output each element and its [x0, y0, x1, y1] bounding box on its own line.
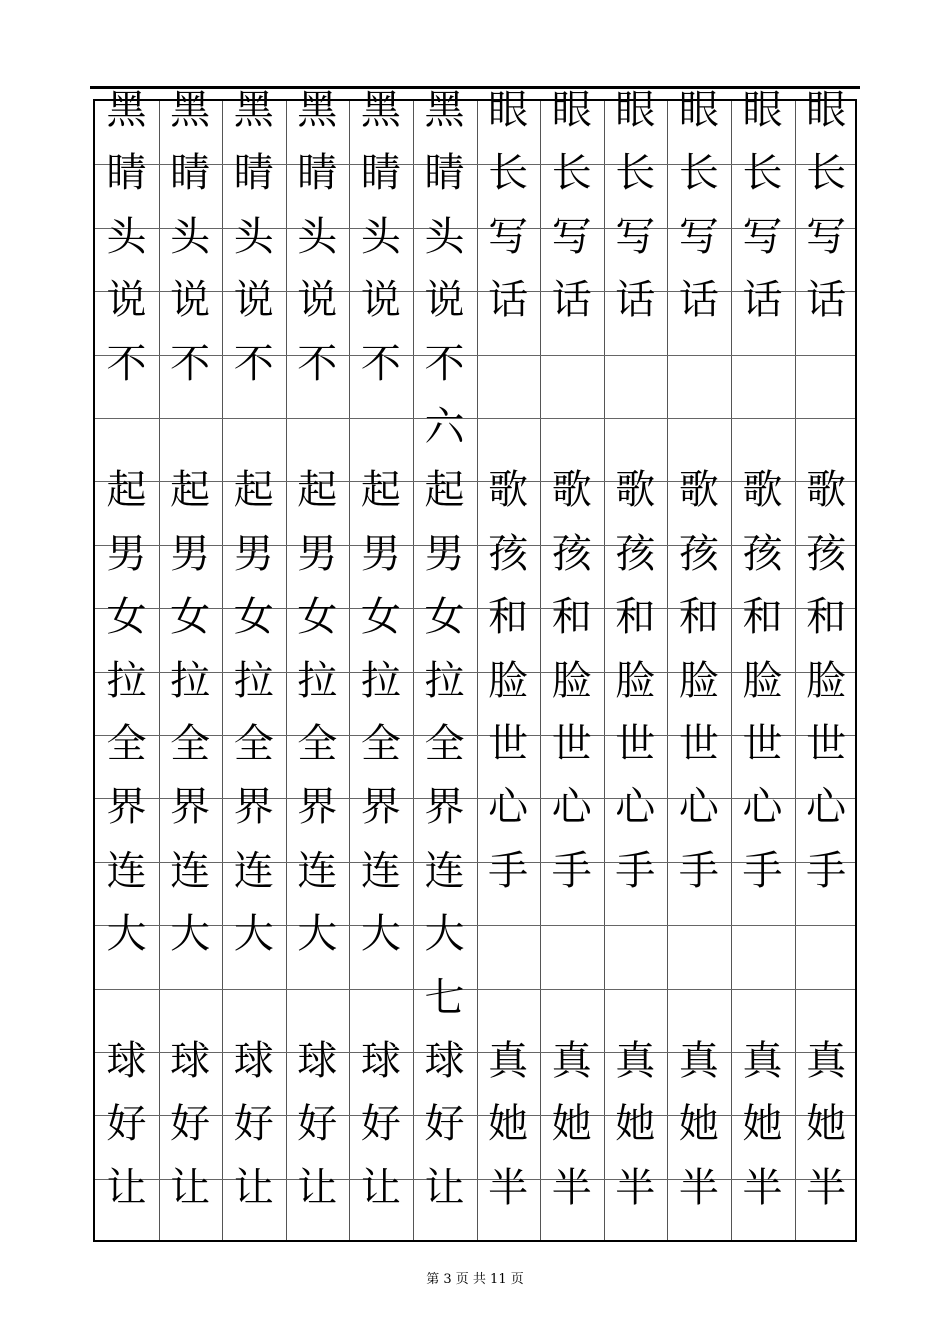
grid-cell: 睛: [360, 150, 401, 197]
grid-cell: 长: [615, 150, 656, 197]
grid-cell: 起: [360, 467, 401, 514]
grid-cell: 说: [233, 277, 274, 324]
grid-cell: 说: [424, 277, 465, 324]
grid-cell: 脸: [678, 657, 719, 704]
grid-cell: 界: [360, 784, 401, 831]
grid-cell: 球: [233, 1038, 274, 1084]
grid-cell: 让: [360, 1164, 401, 1211]
grid-cell: 半: [742, 1164, 783, 1211]
grid-cell: 女: [106, 594, 147, 641]
grid-cell: 话: [678, 277, 719, 324]
grid-cell: 球: [424, 1038, 465, 1084]
grid-cell: 球: [106, 1038, 147, 1084]
grid-cell: 拉: [233, 657, 274, 704]
grid-cell: 连: [233, 847, 274, 894]
grid-cell: 她: [742, 1101, 783, 1148]
grid-cell: 大: [360, 911, 401, 958]
grid-cell: 真: [806, 1038, 847, 1084]
grid-cell: 脸: [806, 657, 847, 704]
grid-cell: 她: [488, 1101, 529, 1148]
grid-cell: 男: [233, 530, 274, 577]
grid-cell: 孩: [742, 530, 783, 577]
grid-cell: [477, 975, 540, 1038]
grid-cell: 脸: [488, 657, 529, 704]
grid-cell: 睛: [106, 150, 147, 197]
grid-cell: 心: [551, 784, 592, 831]
grid-cell: 眼: [806, 87, 847, 133]
grid-cell: 说: [106, 277, 147, 324]
grid-cell: 起: [424, 467, 465, 514]
grid-cell: 头: [297, 213, 338, 260]
grid-cell: 脸: [742, 657, 783, 704]
grid-cell: 男: [170, 530, 211, 577]
grid-cell: [731, 404, 794, 467]
grid-cell: 写: [742, 213, 783, 260]
grid-cell: 黑: [297, 87, 338, 133]
grid-cell: 说: [360, 277, 401, 324]
grid-cell: 界: [233, 784, 274, 831]
grid-cell: 让: [106, 1164, 147, 1211]
grid-cell: [540, 975, 603, 1038]
grid-cell: [286, 975, 349, 1038]
grid-cell: 半: [615, 1164, 656, 1211]
grid-cell: [667, 911, 730, 974]
grid-cell: 半: [806, 1164, 847, 1211]
grid-cell: 界: [297, 784, 338, 831]
grid-cell: 世: [806, 721, 847, 767]
grid-cell: 和: [806, 594, 847, 641]
grid-cell: 全: [233, 721, 274, 767]
grid-cell: 她: [806, 1101, 847, 1148]
grid-cell: 脸: [551, 657, 592, 704]
grid-cell: 长: [551, 150, 592, 197]
grid-cell: 世: [551, 721, 592, 767]
grid-cell: 写: [615, 213, 656, 260]
grid-cell: 拉: [170, 657, 211, 704]
grid-cell: 话: [806, 277, 847, 324]
grid-cell: 全: [424, 721, 465, 767]
grid-cell: 心: [615, 784, 656, 831]
grid-cell: [604, 911, 667, 974]
grid-cell: 孩: [488, 530, 529, 577]
grid-cell: 大: [170, 911, 211, 958]
grid-cell: 真: [551, 1038, 592, 1084]
grid-cell: 黑: [424, 87, 465, 133]
grid-cell: 和: [488, 594, 529, 641]
grid-cell: 孩: [678, 530, 719, 577]
grid-cell: 女: [170, 594, 211, 641]
grid-cell: 歌: [806, 467, 847, 514]
grid-cell: 让: [424, 1164, 465, 1211]
grid-cell: 歌: [551, 467, 592, 514]
grid-cell: 歌: [488, 467, 529, 514]
grid-cell: 真: [742, 1038, 783, 1084]
grid-cell: 拉: [360, 657, 401, 704]
grid-cell: 手: [806, 847, 847, 894]
grid-cell: 孩: [615, 530, 656, 577]
grid-cell: [731, 911, 794, 974]
grid-cell: [604, 404, 667, 467]
grid-cell: 心: [806, 784, 847, 831]
grid-cell: 好: [170, 1101, 211, 1148]
grid-cell: 写: [806, 213, 847, 260]
grid-cell: 男: [424, 530, 465, 577]
grid-cell: 长: [678, 150, 719, 197]
grid-cell: 眼: [551, 87, 592, 133]
grid-cell: [222, 404, 285, 467]
grid-cell: 半: [678, 1164, 719, 1211]
grid-cell: 半: [488, 1164, 529, 1211]
grid-cell: [349, 404, 412, 467]
grid-cell: 起: [233, 467, 274, 514]
grid-cell: 不: [170, 340, 211, 387]
grid-cell: [540, 404, 603, 467]
grid-cell: 她: [678, 1101, 719, 1148]
grid-cell: 真: [488, 1038, 529, 1084]
grid-cell: 七: [424, 974, 465, 1021]
grid-cell: 好: [233, 1101, 274, 1148]
grid-cell: 心: [678, 784, 719, 831]
grid-cell: 和: [551, 594, 592, 641]
grid-cell: 全: [297, 721, 338, 767]
grid-cell: 拉: [297, 657, 338, 704]
grid-cell: 不: [424, 340, 465, 387]
grid-cell: 她: [551, 1101, 592, 1148]
grid-cell: [159, 975, 222, 1038]
grid-cell: 眼: [615, 87, 656, 133]
grid-cell: 黑: [233, 87, 274, 133]
grid-cell: 好: [106, 1101, 147, 1148]
grid-cell: [795, 341, 858, 404]
grid-cell: 头: [233, 213, 274, 260]
grid-cell: [604, 341, 667, 404]
grid-cell: 世: [742, 721, 783, 767]
grid-cell: 界: [424, 784, 465, 831]
grid-cell: 写: [488, 213, 529, 260]
grid-cell: 孩: [806, 530, 847, 577]
grid-cell: 和: [742, 594, 783, 641]
grid-cell: 头: [424, 213, 465, 260]
grid-cell: 连: [424, 847, 465, 894]
grid-cell: 大: [297, 911, 338, 958]
grid-cell: [667, 975, 730, 1038]
grid-cell: 不: [297, 340, 338, 387]
grid-cell: [540, 911, 603, 974]
grid-cell: 不: [233, 340, 274, 387]
grid-cell: 大: [233, 911, 274, 958]
grid-cell: 真: [615, 1038, 656, 1084]
grid-cell: 男: [360, 530, 401, 577]
grid-cell: 全: [170, 721, 211, 767]
grid-cell: 手: [678, 847, 719, 894]
grid-cell: 说: [170, 277, 211, 324]
grid-cell: 起: [297, 467, 338, 514]
grid-cell: 头: [360, 213, 401, 260]
grid-cell: [731, 975, 794, 1038]
grid-cell: 让: [233, 1164, 274, 1211]
grid-cell: 起: [106, 467, 147, 514]
grid-cell: 连: [360, 847, 401, 894]
grid-cell: [349, 975, 412, 1038]
grid-cell: 手: [551, 847, 592, 894]
grid-cell: 话: [615, 277, 656, 324]
grid-cell: 睛: [170, 150, 211, 197]
grid-cell: 说: [297, 277, 338, 324]
grid-cell: [477, 341, 540, 404]
grid-cell: 全: [360, 721, 401, 767]
grid-cell: 拉: [106, 657, 147, 704]
grid-cell: 女: [233, 594, 274, 641]
grid-cell: 写: [551, 213, 592, 260]
grid-cell: [477, 911, 540, 974]
grid-cell: 拉: [424, 657, 465, 704]
grid-cell: 话: [742, 277, 783, 324]
grid-cell: [477, 404, 540, 467]
grid-cell: [731, 341, 794, 404]
grid-cell: 歌: [678, 467, 719, 514]
grid-cell: 长: [488, 150, 529, 197]
grid-cell: [222, 975, 285, 1038]
grid-cell: 手: [742, 847, 783, 894]
grid-cell: 黑: [106, 87, 147, 133]
grid-cell: 半: [551, 1164, 592, 1211]
grid-cell: 好: [424, 1101, 465, 1148]
grid-cell: 男: [297, 530, 338, 577]
grid-cell: [95, 975, 158, 1038]
grid-cell: 黑: [170, 87, 211, 133]
grid-cell: 连: [106, 847, 147, 894]
grid-cell: [95, 404, 158, 467]
grid-cell: 大: [106, 911, 147, 958]
grid-cell: [795, 404, 858, 467]
grid-cell: 眼: [488, 87, 529, 133]
grid-cell: 女: [297, 594, 338, 641]
grid-cell: 和: [615, 594, 656, 641]
page-footer: 第 3 页 共 11 页: [426, 1272, 524, 1287]
grid-cell: 长: [742, 150, 783, 197]
grid-cell: 球: [170, 1038, 211, 1084]
grid-cell: 球: [360, 1038, 401, 1084]
grid-cell: 眼: [742, 87, 783, 133]
grid-cell: 世: [488, 721, 529, 767]
grid-cell: [667, 404, 730, 467]
grid-cell: 界: [106, 784, 147, 831]
grid-cell: 连: [170, 847, 211, 894]
grid-cell: 球: [297, 1038, 338, 1084]
grid-cell: 让: [170, 1164, 211, 1211]
grid-cell: 六: [424, 404, 465, 450]
grid-cell: 眼: [678, 87, 719, 133]
grid-cell: 不: [360, 340, 401, 387]
grid-cell: 歌: [615, 467, 656, 514]
grid-cell: 头: [106, 213, 147, 260]
grid-cell: 黑: [360, 87, 401, 133]
grid-cell: 孩: [551, 530, 592, 577]
grid-cell: [286, 404, 349, 467]
grid-cell: 心: [488, 784, 529, 831]
grid-cell: 长: [806, 150, 847, 197]
grid-cell: 大: [424, 911, 465, 958]
grid-cell: [604, 975, 667, 1038]
grid-cell: [795, 911, 858, 974]
grid-cell: 女: [360, 594, 401, 641]
grid-cell: 睛: [424, 150, 465, 197]
grid-cell: 她: [615, 1101, 656, 1148]
grid-cell: 手: [615, 847, 656, 894]
grid-cell: 歌: [742, 467, 783, 514]
grid-cell: 心: [742, 784, 783, 831]
grid-cell: 女: [424, 594, 465, 641]
grid-cell: 起: [170, 467, 211, 514]
grid-cell: 脸: [615, 657, 656, 704]
grid-cell: 男: [106, 530, 147, 577]
grid-cell: 不: [106, 340, 147, 387]
grid-cell: 和: [678, 594, 719, 641]
grid-cell: 连: [297, 847, 338, 894]
grid-cell: 头: [170, 213, 211, 260]
grid-cell: 睛: [233, 150, 274, 197]
grid-cell: 手: [488, 847, 529, 894]
grid-cell: 话: [488, 277, 529, 324]
grid-cell: 话: [551, 277, 592, 324]
grid-cell: 让: [297, 1164, 338, 1211]
grid-cell: [667, 341, 730, 404]
grid-cell: [159, 404, 222, 467]
grid-cell: 好: [297, 1101, 338, 1148]
grid-cell: 界: [170, 784, 211, 831]
grid-cell: 好: [360, 1101, 401, 1148]
grid-cell: 世: [678, 721, 719, 767]
grid-cell: 全: [106, 721, 147, 767]
grid-cell: 睛: [297, 150, 338, 197]
practice-grid: [93, 87, 857, 1242]
grid-cell: [795, 975, 858, 1038]
grid-cell: 世: [615, 721, 656, 767]
grid-cell: 真: [678, 1038, 719, 1084]
grid-cell: 写: [678, 213, 719, 260]
grid-cell: [540, 341, 603, 404]
